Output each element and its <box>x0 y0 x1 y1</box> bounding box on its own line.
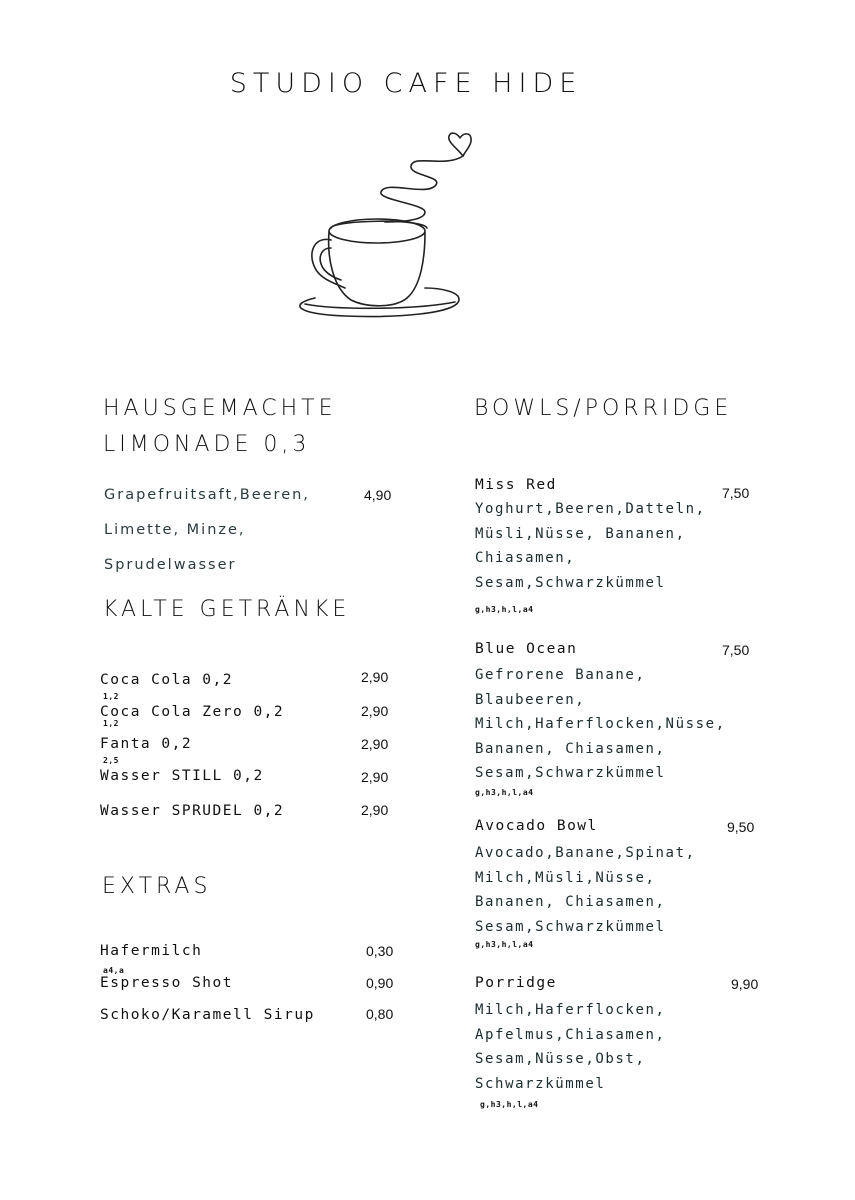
bowl-allergens: g,h3,h,l,a4 <box>480 1100 539 1109</box>
limonade-line: Grapefruitsaft,Beeren, <box>104 487 310 503</box>
ingredient-line: Bananen, Chiasamen, <box>475 894 666 910</box>
limonade-heading-line1: HAUSGEMACHTE <box>103 396 337 421</box>
cafe-title: STUDIO CAFE HIDE <box>229 68 583 99</box>
drink-item-additives: 1,2 <box>103 719 119 728</box>
ingredient-line: Bananen, Chiasamen, <box>475 740 666 757</box>
ingredient-line: Müsli,Nüsse, Bananen, <box>475 525 686 542</box>
limonade-price: 4,90 <box>364 487 392 503</box>
bowl-ingredients <box>475 998 666 1096</box>
bowl-name: Avocado Bowl <box>475 818 598 834</box>
drink-item-price: 2,90 <box>361 703 389 719</box>
bowls-heading: BOWLS/PORRIDGE <box>474 396 733 421</box>
ingredient-line: Milch,Müsli,Nüsse, <box>475 869 656 886</box>
drink-item-price: 2,90 <box>361 736 389 752</box>
bowl-allergens: g,h3,h,l,a4 <box>475 605 534 614</box>
extra-item-price: 0,80 <box>366 1006 394 1022</box>
limonade-line: Sprudelwasser <box>104 557 237 573</box>
drink-item-name: Coca Cola 0,2 <box>100 672 233 688</box>
drink-item-name: Wasser SPRUDEL 0,2 <box>100 803 285 819</box>
ingredient-line: Chiasamen, <box>475 550 576 566</box>
bowl-price: 9,90 <box>731 976 759 992</box>
extra-item-price: 0,90 <box>366 975 394 991</box>
extra-item-name: Schoko/Karamell Sirup <box>100 1007 315 1023</box>
drink-item-additives: 1,2 <box>103 692 119 701</box>
ingredient-line: Sesam,Schwarzkümmel <box>475 765 666 781</box>
bowl-name: Porridge <box>475 975 557 991</box>
kalte-heading: KALTE GETRÄNKE <box>103 597 351 622</box>
ingredient-line: Apfelmus,Chiasamen, <box>475 1026 666 1043</box>
ingredient-line: Sesam,Nüsse,Obst, <box>475 1051 646 1067</box>
ingredient-line: Yoghurt,Beeren,Datteln, <box>475 501 706 517</box>
ingredient-line: Schwarzkümmel <box>475 1075 606 1092</box>
bowl-price: 7,50 <box>722 485 750 501</box>
bowl-ingredients <box>475 663 726 786</box>
bowl-price: 9,50 <box>727 819 755 835</box>
bowl-name: Miss Red <box>475 477 557 493</box>
ingredient-line: Gefrorene Banane, <box>475 667 646 683</box>
extra-item-name: Espresso Shot <box>100 975 233 991</box>
drink-item-price: 2,90 <box>361 669 389 685</box>
limonade-line: Limette, Minze, <box>104 522 246 538</box>
bowl-ingredients <box>475 497 706 595</box>
limonade-description <box>104 478 310 583</box>
bowl-price: 7,50 <box>722 642 750 658</box>
ingredient-line: Milch,Haferflocken, <box>475 1002 666 1018</box>
drink-item-additives: 2,5 <box>103 756 119 765</box>
ingredient-line: Blaubeeren, <box>475 691 586 708</box>
extra-item-name: Hafermilch <box>100 943 203 959</box>
ingredient-line: Sesam,Schwarzkümmel <box>475 574 666 591</box>
bowl-name: Blue Ocean <box>475 641 578 657</box>
bowl-allergens: g,h3,h,l,a4 <box>475 940 534 949</box>
extra-item-price: 0,30 <box>366 943 394 959</box>
extra-item-additives: a4,a <box>103 966 125 975</box>
extras-heading: EXTRAS <box>102 874 212 899</box>
drink-item-name: Fanta 0,2 <box>100 736 193 752</box>
drink-item-name: Coca Cola Zero 0,2 <box>100 704 285 720</box>
bowl-allergens: g,h3,h,l,a4 <box>475 788 534 797</box>
ingredient-line: Avocado,Banane,Spinat, <box>475 845 696 861</box>
coffee-cup-with-heart-steam-icon <box>285 128 485 320</box>
drink-item-name: Wasser STILL 0,2 <box>100 768 264 784</box>
bowl-ingredients <box>475 841 696 939</box>
ingredient-line: Sesam,Schwarzkümmel <box>475 918 666 935</box>
ingredient-line: Milch,Haferflocken,Nüsse, <box>475 716 726 732</box>
drink-item-price: 2,90 <box>361 802 389 818</box>
limonade-heading-line2: LIMONADE 0,3 <box>103 432 311 457</box>
drink-item-price: 2,90 <box>361 769 389 785</box>
